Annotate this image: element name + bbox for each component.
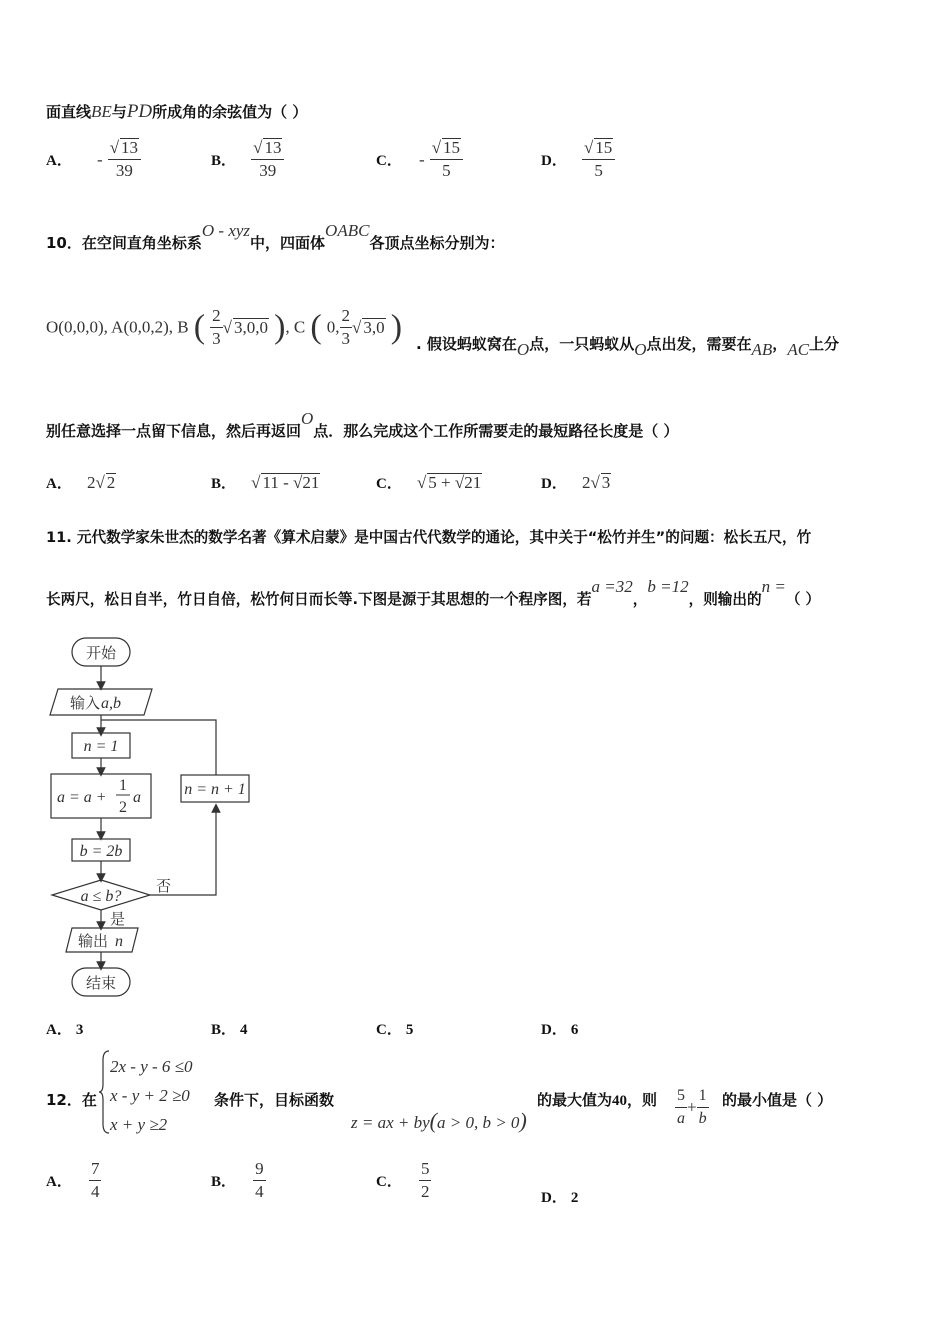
q9-option-b[interactable]: B． $\frac{√ 13}{39}$ [211, 137, 284, 182]
q12-constraint-1: 2x - y - 6 ≤0 [110, 1057, 193, 1076]
flow-yes-label: 是 [110, 910, 126, 928]
q12-constraint-3: x + y ≥2 [110, 1115, 168, 1134]
q10-option-a[interactable]: A． 2√ 2 [46, 473, 116, 492]
flow-condition-text: a ≤ b? [80, 888, 122, 905]
q12-max: 的最大值为40，则 [537, 1091, 658, 1109]
q10-option-b[interactable]: B． √ 11 - √21 [211, 473, 320, 492]
q12-num: 12．在 [46, 1091, 97, 1109]
q10-line3: 别任意选择一点留下信息，然后再返回O点．那么完成这个工作所需要走的最短路径长度是（ ） [46, 409, 679, 440]
q12-option-b[interactable]: B． $\frac{9}{4}$ [211, 1159, 264, 1201]
q9-option-c[interactable]: C． - $\frac{√ 15}{5}$ [376, 137, 463, 182]
q10-option-c[interactable]: C． √ 5 + √21 [376, 473, 482, 492]
q11-option-c[interactable]: C． 5 [376, 1022, 414, 1038]
flow-update-a-right: a [133, 789, 141, 806]
q11-line1: 11. 元代数学家朱世杰的数学名著《算术启蒙》是中国古代代数学的通论，其中关于“松竹并生”的问题：松长五尺，竹 [46, 529, 812, 546]
q9-stem: 面直线BE与PD所成角的余弦值为（ ） [46, 101, 308, 122]
flow-no-label: 否 [156, 877, 172, 895]
flow-update-a-left: a = a + [57, 789, 107, 806]
q11-option-b[interactable]: B． 4 [211, 1022, 248, 1038]
flow-start-text: 开始 [85, 644, 117, 662]
q10-coordinates: O(0,0,0), A(0,0,2), B ( $\frac{2}{3}$ √ 3,0,0 ), C ( 0, $\frac{2}{3}$ √ 3,0 ) [46, 306, 403, 348]
q9-option-a[interactable]: A． - $\frac{√ 13}{39}$ [46, 137, 141, 182]
flow-update-b-text: b = 2b [79, 843, 123, 860]
q12-constraint-2: x - y + 2 ≥0 [110, 1086, 190, 1105]
q9-a-fraction: $\frac{√ 13}{39}$ [108, 137, 141, 182]
q12-mid: 条件下，目标函数 [214, 1091, 335, 1109]
q10-line2: . 假设蚂蚁窝在O点，一只蚂蚁从O点出发，需要在AB，AC上分 [416, 335, 840, 359]
q9-b-fraction: $\frac{√ 13}{39}$ [251, 137, 284, 182]
q9-c-fraction: $\frac{√ 15}{5}$ [430, 137, 463, 182]
flow-end-text: 结束 [85, 974, 117, 992]
q9-be: BE [91, 102, 112, 121]
q9-option-d[interactable]: D． $\frac{√ 15}{5}$ [541, 137, 615, 182]
flow-init-text: n = 1 [83, 738, 119, 755]
q12-tail: 的最小值是（ ） [722, 1091, 833, 1109]
flow-update-a-den: 2 [119, 799, 127, 816]
q10-stem: 10．在空间直角坐标系O - xyz中，四面体OABC各顶点坐标分别为： [46, 221, 505, 252]
flow-increment-text: n = n + 1 [184, 781, 246, 798]
q12-option-a[interactable]: A． $\frac{7}{4}$ [46, 1159, 100, 1201]
q9-pd: PD [126, 101, 153, 122]
q12-option-c[interactable]: C． $\frac{5}{2}$ [376, 1159, 430, 1201]
q12-objective: z = ax + by(a > 0, b > 0) [351, 1108, 527, 1133]
flow-input-vars: a,b [101, 695, 121, 712]
flow-input-text: 输入 [70, 694, 101, 712]
q10-option-d[interactable]: D． 2√ 3 [541, 473, 611, 492]
q10-coord-system: O - xyz [201, 221, 251, 240]
q12-constraints [110, 1052, 193, 1139]
q9-d-fraction: $\frac{√ 15}{5}$ [582, 137, 615, 182]
q11-option-d[interactable]: D． 6 [541, 1022, 579, 1038]
q11-line2: 长两尺，松日自半，竹日自倍，松竹何日而长等.下图是源于其思想的一个程序图，若a =32，b =12，则输出的n =（ ） [46, 577, 821, 608]
flow-output-var: n [115, 933, 123, 950]
q11-option-a[interactable]: A． 3 [46, 1022, 84, 1038]
q11-flowchart [40, 632, 270, 1004]
flow-output-text: 输出 [78, 932, 109, 950]
q12-expression: $\frac{5}{a}$ + $\frac{1}{b}$ [677, 1087, 707, 1127]
q10-tetrahedron: OABC [325, 221, 370, 240]
flow-update-a-num: 1 [119, 777, 127, 794]
q12-option-d[interactable]: D． 2 [541, 1190, 579, 1206]
